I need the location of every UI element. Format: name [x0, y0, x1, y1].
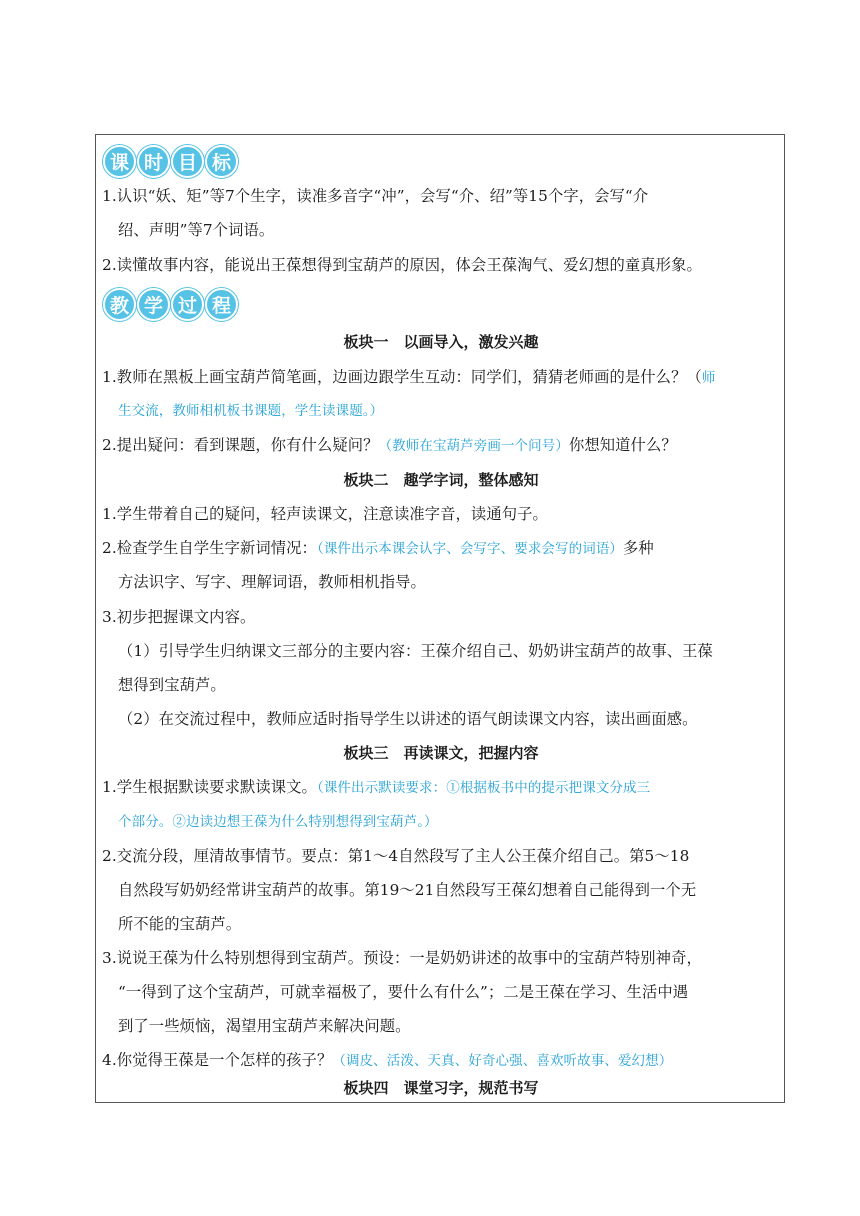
s2-item-3-1-line-2: 想得到宝葫芦。 — [118, 676, 226, 694]
s3-item-3-line-1: 3.说说王葆为什么特别想得到宝葫芦。预设：一是奶奶讲述的故事中的宝葫芦特别神奇， — [102, 949, 702, 967]
heading-char: 教 — [103, 288, 136, 321]
s3-item-3-line-2: “一得到了这个宝葫芦，可就幸福极了，要什么有什么”；二是王葆在学习、生活中遇 — [118, 983, 689, 1001]
s3-item-1-line-1: 1.学生根据默读要求默读课文。（课件出示默读要求：①根据板书中的提示把课文分成三 — [102, 778, 651, 796]
lesson-goals-heading — [103, 145, 238, 179]
s3-item-4: 4.你觉得王葆是一个怎样的孩子？（调皮、活泼、天真、好奇心强、喜欢听故事、爱幻想） — [102, 1051, 673, 1069]
s2-item-3-2: （2）在交流过程中，教师应适时指导学生以讲述的语气朗读课文内容，读出画面感。 — [118, 710, 698, 728]
goal-1-line-1: 1.认识“妖、矩”等7个生字，读准多音字“冲”，会写“介、绍”等15个字，会写“介 — [102, 187, 649, 205]
section-2-heading: 板块二 趣学字词，整体感知 — [343, 471, 539, 489]
heading-char: 学 — [137, 288, 170, 321]
s3-item-3-line-3: 到了一些烦恼，渴望用宝葫芦来解决问题。 — [118, 1017, 411, 1035]
s1-item-1-line-2: 生交流，教师相机板书课题，学生读课题。） — [118, 403, 384, 419]
s2-item-2-line-1: 2.检查学生自学生字新词情况：（课件出示本课会认字、会写字、要求会写的词语）多种 — [102, 539, 654, 557]
s3-item-1-line-2: 个部分。②边读边想王葆为什么特别想得到宝葫芦。） — [118, 814, 438, 830]
lesson-plan-box — [95, 134, 785, 1103]
s2-item-3: 3.初步把握课文内容。 — [102, 608, 256, 626]
s3-item-2-line-1: 2.交流分段，厘清故事情节。要点：第1～4自然段写了主人公王葆介绍自己。第5～18 — [102, 847, 690, 865]
s2-item-3-1-line-1: （1）引导学生归纳课文三部分的主要内容：王葆介绍自己、奶奶讲宝葫芦的故事、王葆 — [118, 642, 713, 660]
goal-2: 2.读懂故事内容，能说出王葆想得到宝葫芦的原因，体会王葆淘气、爱幻想的童真形象。 — [102, 256, 702, 274]
heading-char: 标 — [205, 145, 238, 178]
section-1-heading: 板块一 以画导入，激发兴趣 — [343, 333, 539, 351]
s2-item-2-line-2: 方法识字、写字、理解词语，教师相机指导。 — [118, 573, 426, 591]
section-3-heading: 板块三 再读课文，把握内容 — [343, 744, 539, 762]
teaching-process-heading — [103, 288, 238, 322]
heading-char: 过 — [171, 288, 204, 321]
s3-item-2-line-3: 所不能的宝葫芦。 — [118, 915, 242, 933]
s1-item-2: 2.提出疑问：看到课题，你有什么疑问？（教师在宝葫芦旁画一个问号）你想知道什么？ — [102, 436, 677, 454]
s1-item-1-line-1: 1.教师在黑板上画宝葫芦简笔画，边画边跟学生互动：同学们，猜猜老师画的是什么？（师 — [102, 368, 716, 386]
goal-1-line-2: 绍、声明”等7个词语。 — [118, 221, 275, 239]
s3-item-2-line-2: 自然段写奶奶经常讲宝葫芦的故事。第19～21自然段写王葆幻想着自己能得到一个无 — [118, 881, 697, 899]
heading-char: 目 — [171, 145, 204, 178]
heading-char: 程 — [205, 288, 238, 321]
heading-char: 课 — [103, 145, 136, 178]
s2-item-1: 1.学生带着自己的疑问，轻声读课文，注意读准字音，读通句子。 — [102, 505, 548, 523]
section-4-heading: 板块四 课堂习字，规范书写 — [343, 1079, 539, 1097]
heading-char: 时 — [137, 145, 170, 178]
